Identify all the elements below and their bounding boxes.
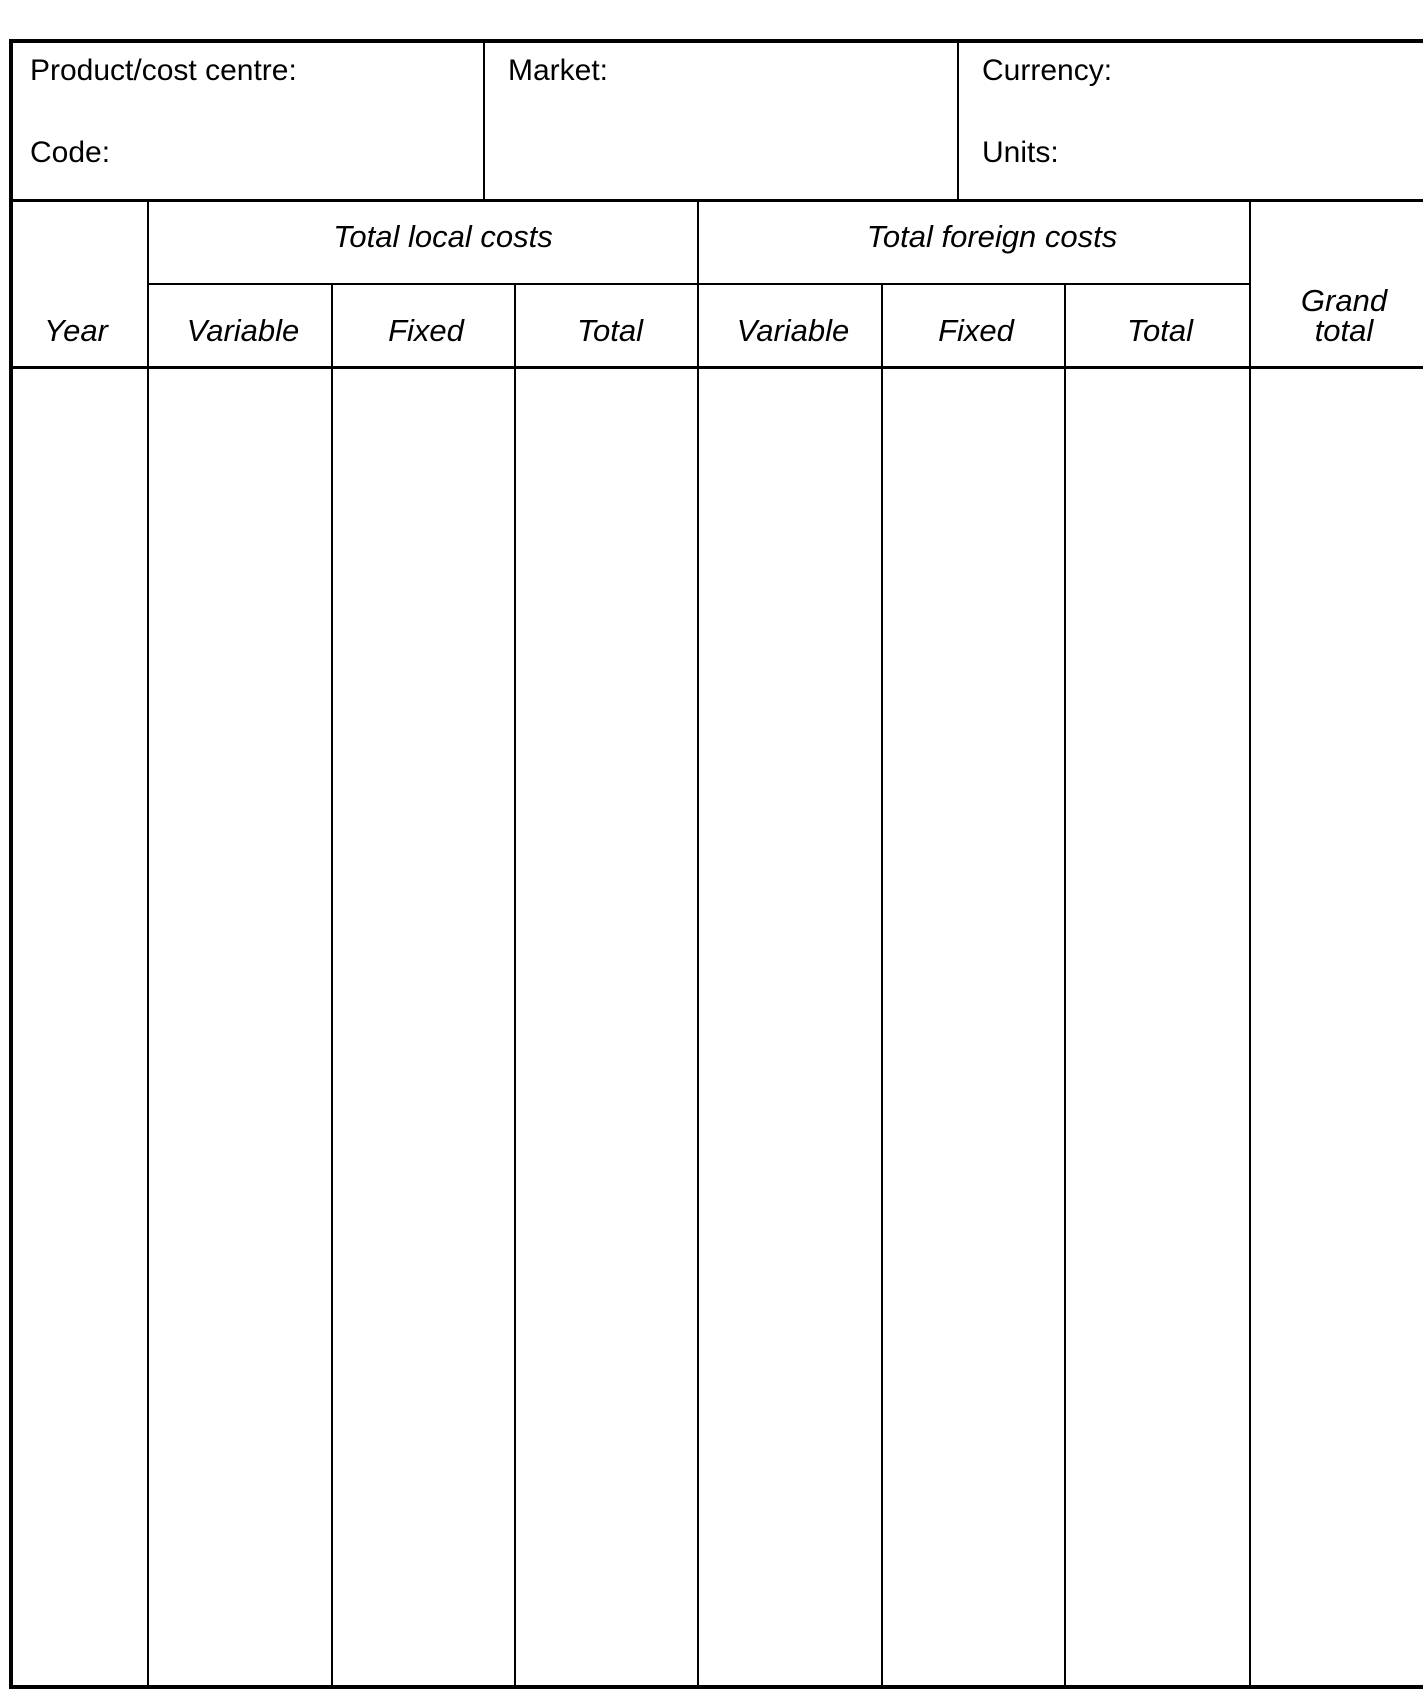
product-cost-centre-label: Product/cost centre: [30, 54, 297, 87]
grand-total-line-1: Grand [1300, 283, 1388, 318]
group-header-rule [149, 283, 1250, 285]
foreign-fixed-entry-column[interactable] [883, 369, 1064, 1685]
local-fixed-entry-column[interactable] [333, 369, 514, 1685]
col-header-local-total: Total [576, 313, 644, 348]
col-header-year: Year [44, 313, 108, 348]
foreign-total-entry-column[interactable] [1066, 369, 1249, 1685]
col-header-local-fixed: Fixed [388, 313, 464, 348]
col-header-foreign-fixed: Fixed [938, 313, 1014, 348]
local-total-entry-column[interactable] [516, 369, 697, 1685]
code-label: Code: [30, 136, 111, 169]
info-divider-2 [957, 39, 959, 201]
col-header-foreign-total: Total [1126, 313, 1194, 348]
col-header-local-variable: Variable [186, 313, 300, 348]
group-header-foreign: Total foreign costs [866, 219, 1118, 254]
group-header-local: Total local costs [333, 219, 553, 254]
col-header-foreign-variable: Variable [736, 313, 850, 348]
local-variable-entry-column[interactable] [149, 369, 331, 1685]
col-header-grand-total [1300, 283, 1388, 348]
info-divider-1 [483, 39, 485, 201]
currency-label: Currency: [982, 54, 1113, 87]
grand-total-line-2: total [1314, 313, 1374, 348]
units-label: Units: [982, 136, 1059, 169]
year-entry-column[interactable] [13, 369, 147, 1685]
grand-total-entry-column[interactable] [1251, 369, 1423, 1685]
info-bottom-rule [9, 199, 1423, 202]
market-label: Market: [508, 54, 609, 87]
foreign-variable-entry-column[interactable] [699, 369, 881, 1685]
